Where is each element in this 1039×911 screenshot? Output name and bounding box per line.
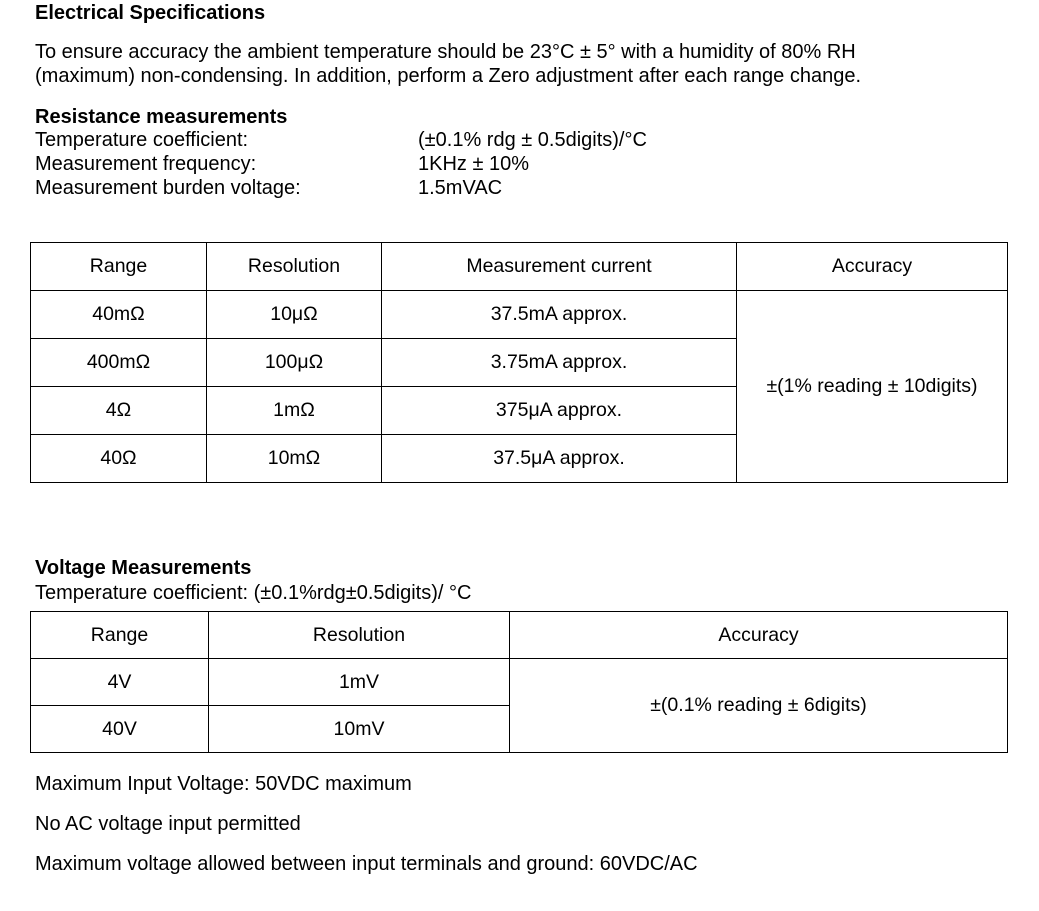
column-header: Range [31, 612, 209, 659]
column-header: Accuracy [737, 243, 1008, 291]
note-no-ac-input: No AC voltage input permitted [35, 813, 301, 835]
current-cell: 37.5μA approx. [382, 435, 737, 483]
column-header: Measurement current [382, 243, 737, 291]
resistance-spec-labels [35, 128, 301, 200]
resistance-spec-values [418, 128, 647, 200]
intro-line: To ensure accuracy the ambient temperature should be 23°C ± 5° with a humidity of 80% RH [35, 41, 856, 63]
table-header-row [31, 243, 1008, 291]
spec-label: Measurement frequency: [35, 153, 257, 175]
accuracy-cell: ±(1% reading ± 10digits) [737, 291, 1008, 483]
current-cell: 3.75mA approx. [382, 339, 737, 387]
column-header: Accuracy [510, 612, 1008, 659]
note-max-input-voltage: Maximum Input Voltage: 50VDC maximum [35, 773, 412, 795]
accuracy-cell: ±(0.1% reading ± 6digits) [510, 659, 1008, 753]
current-cell: 375μA approx. [382, 387, 737, 435]
spec-value: 1.5mVAC [418, 177, 503, 199]
resistance-table [30, 242, 1008, 483]
range-cell: 40V [31, 706, 209, 753]
range-cell: 40mΩ [31, 291, 207, 339]
resistance-heading: Resistance measurements [35, 106, 288, 128]
range-cell: 4V [31, 659, 209, 706]
table-row [31, 659, 1008, 706]
column-header: Resolution [207, 243, 382, 291]
voltage-table [30, 611, 1008, 753]
intro-paragraph [35, 40, 995, 88]
table-row [31, 291, 1008, 339]
page-title: Electrical Specifications [35, 2, 266, 24]
table-header-row [31, 612, 1008, 659]
current-cell: 37.5mA approx. [382, 291, 737, 339]
spec-value: 1KHz ± 10% [418, 153, 530, 175]
resolution-cell: 100μΩ [207, 339, 382, 387]
column-header: Range [31, 243, 207, 291]
spec-label: Measurement burden voltage: [35, 177, 301, 199]
voltage-temp-coefficient: Temperature coefficient: (±0.1%rdg±0.5digits)/ °C [35, 582, 472, 604]
resolution-cell: 10mV [209, 706, 510, 753]
voltage-heading: Voltage Measurements [35, 557, 252, 579]
column-header: Resolution [209, 612, 510, 659]
resolution-cell: 10μΩ [207, 291, 382, 339]
resolution-cell: 10mΩ [207, 435, 382, 483]
range-cell: 4Ω [31, 387, 207, 435]
intro-line: (maximum) non-condensing. In addition, perform a Zero adjustment after each range change. [35, 65, 861, 87]
resolution-cell: 1mV [209, 659, 510, 706]
spec-label: Temperature coefficient: [35, 129, 249, 151]
range-cell: 40Ω [31, 435, 207, 483]
note-max-terminal-voltage: Maximum voltage allowed between input terminals and ground: 60VDC/AC [35, 853, 698, 875]
range-cell: 400mΩ [31, 339, 207, 387]
resolution-cell: 1mΩ [207, 387, 382, 435]
spec-value: (±0.1% rdg ± 0.5digits)/°C [418, 129, 647, 151]
